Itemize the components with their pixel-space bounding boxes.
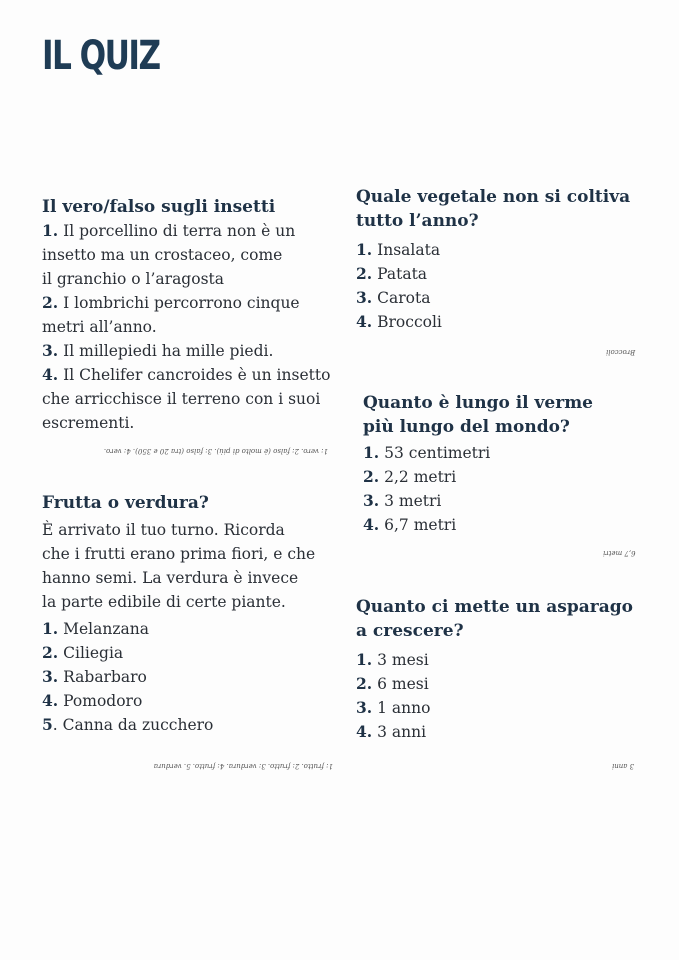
item-number: 4. xyxy=(356,722,373,741)
item-number: 3. xyxy=(356,698,373,717)
quiz-worm-item-3 xyxy=(363,489,658,513)
item-number: 2. xyxy=(363,467,380,486)
quiz-asparagus-heading: Quanto ci mette un asparago a crescere? xyxy=(356,597,633,641)
quiz-asparagus-item-4 xyxy=(356,720,656,744)
quiz-fruit-item-1 xyxy=(42,617,332,641)
item-number: 2. xyxy=(356,674,373,693)
quiz-asparagus-item-1 xyxy=(356,648,656,672)
item-text: 6 mesi xyxy=(377,675,429,693)
quiz-insects-item-4 xyxy=(42,363,332,435)
item-number: 3. xyxy=(42,667,59,686)
page-title: IL QUIZ xyxy=(42,33,160,79)
quiz-asparagus xyxy=(356,595,656,744)
quiz-vegetable xyxy=(356,185,656,334)
quiz-fruit-item-3 xyxy=(42,665,332,689)
item-text: Il porcellino di terra non è un insetto ma un crostaceo, come il granchio o l’aragosta xyxy=(42,222,296,288)
item-number: 1. xyxy=(356,650,373,669)
item-number: 3. xyxy=(356,288,373,307)
quiz-insects-item-2 xyxy=(42,291,332,339)
item-number: 2. xyxy=(42,643,59,662)
quiz-worm-item-4 xyxy=(363,513,658,537)
item-text: 2,2 metri xyxy=(384,468,457,486)
item-text: 3 metri xyxy=(384,492,442,510)
item-number: 1. xyxy=(356,240,373,259)
item-number: 1. xyxy=(363,443,380,462)
item-number: 2. xyxy=(42,293,59,312)
quiz-insects xyxy=(42,195,332,435)
item-text: Insalata xyxy=(377,241,441,259)
quiz-fruit-heading: Frutta o verdura? xyxy=(42,493,209,513)
item-text: 3 anni xyxy=(377,723,427,741)
quiz-vegetable-item-2 xyxy=(356,262,656,286)
item-number: 5 xyxy=(42,715,53,734)
item-number: 4. xyxy=(363,515,380,534)
item-text: . Canna da zucchero xyxy=(52,716,214,734)
quiz-worm-heading: Quanto è lungo il verme più lungo del mondo? xyxy=(363,393,593,437)
quiz-worm xyxy=(363,391,658,537)
item-number: 4. xyxy=(42,691,59,710)
quiz-asparagus-item-3 xyxy=(356,696,656,720)
quiz-vegetable-item-3 xyxy=(356,286,656,310)
quiz-asparagus-item-2 xyxy=(356,672,656,696)
item-text: Carota xyxy=(377,289,431,307)
quiz-fruit xyxy=(42,491,332,737)
item-text: Ciliegia xyxy=(63,644,124,662)
quiz-fruit-item-5 xyxy=(42,713,332,737)
quiz-vegetable-heading: Quale vegetale non si coltiva tutto l’anno? xyxy=(356,187,631,231)
item-number: 3. xyxy=(42,341,59,360)
quiz-asparagus-answer: 3 anni xyxy=(612,762,635,770)
quiz-worm-item-1 xyxy=(363,441,658,465)
quiz-worm-item-2 xyxy=(363,465,658,489)
item-number: 2. xyxy=(356,264,373,283)
item-text: Rabarbaro xyxy=(63,668,147,686)
item-text: 1 anno xyxy=(377,699,431,717)
item-text: 3 mesi xyxy=(377,651,429,669)
quiz-insects-answer: 1: vero. 2: falso (è molto di più). 3: falso (tra 20 e 350). 4: vero. xyxy=(103,447,328,455)
item-text: 6,7 metri xyxy=(384,516,457,534)
quiz-vegetable-item-4 xyxy=(356,310,656,334)
item-text: Patata xyxy=(377,265,428,283)
quiz-vegetable-answer: Broccoli xyxy=(606,348,636,356)
quiz-insects-item-1 xyxy=(42,219,332,291)
item-text: I lombrichi percorrono cinque metri all’anno. xyxy=(42,294,300,336)
item-number: 1. xyxy=(42,619,59,638)
item-text: Pomodoro xyxy=(63,692,143,710)
quiz-worm-answer: 6,7 metri xyxy=(603,549,636,557)
item-text: Il millepiedi ha mille piedi. xyxy=(63,342,274,360)
quiz-fruit-item-4 xyxy=(42,689,332,713)
item-text: Broccoli xyxy=(377,313,442,331)
item-number: 1. xyxy=(42,221,59,240)
item-text: Il Chelifer cancroides è un insetto che arricchisce il terreno con i suoi escrementi. xyxy=(42,366,331,432)
quiz-insects-item-3 xyxy=(42,339,332,363)
item-number: 4. xyxy=(42,365,59,384)
item-text: 53 centimetri xyxy=(384,444,491,462)
quiz-fruit-intro: È arrivato il tuo turno. Ricorda che i frutti erano prima fiori, e che hanno semi. La verdura è invece la parte edibile di certe piante. xyxy=(42,521,316,611)
quiz-fruit-answer: 1: frutto. 2: frutto. 3: verdura. 4: frutto. 5. verdura xyxy=(153,762,333,770)
item-number: 3. xyxy=(363,491,380,510)
quiz-insects-heading: Il vero/falso sugli insetti xyxy=(42,197,276,217)
item-number: 4. xyxy=(356,312,373,331)
quiz-fruit-item-2 xyxy=(42,641,332,665)
item-text: Melanzana xyxy=(63,620,149,638)
quiz-vegetable-item-1 xyxy=(356,238,656,262)
